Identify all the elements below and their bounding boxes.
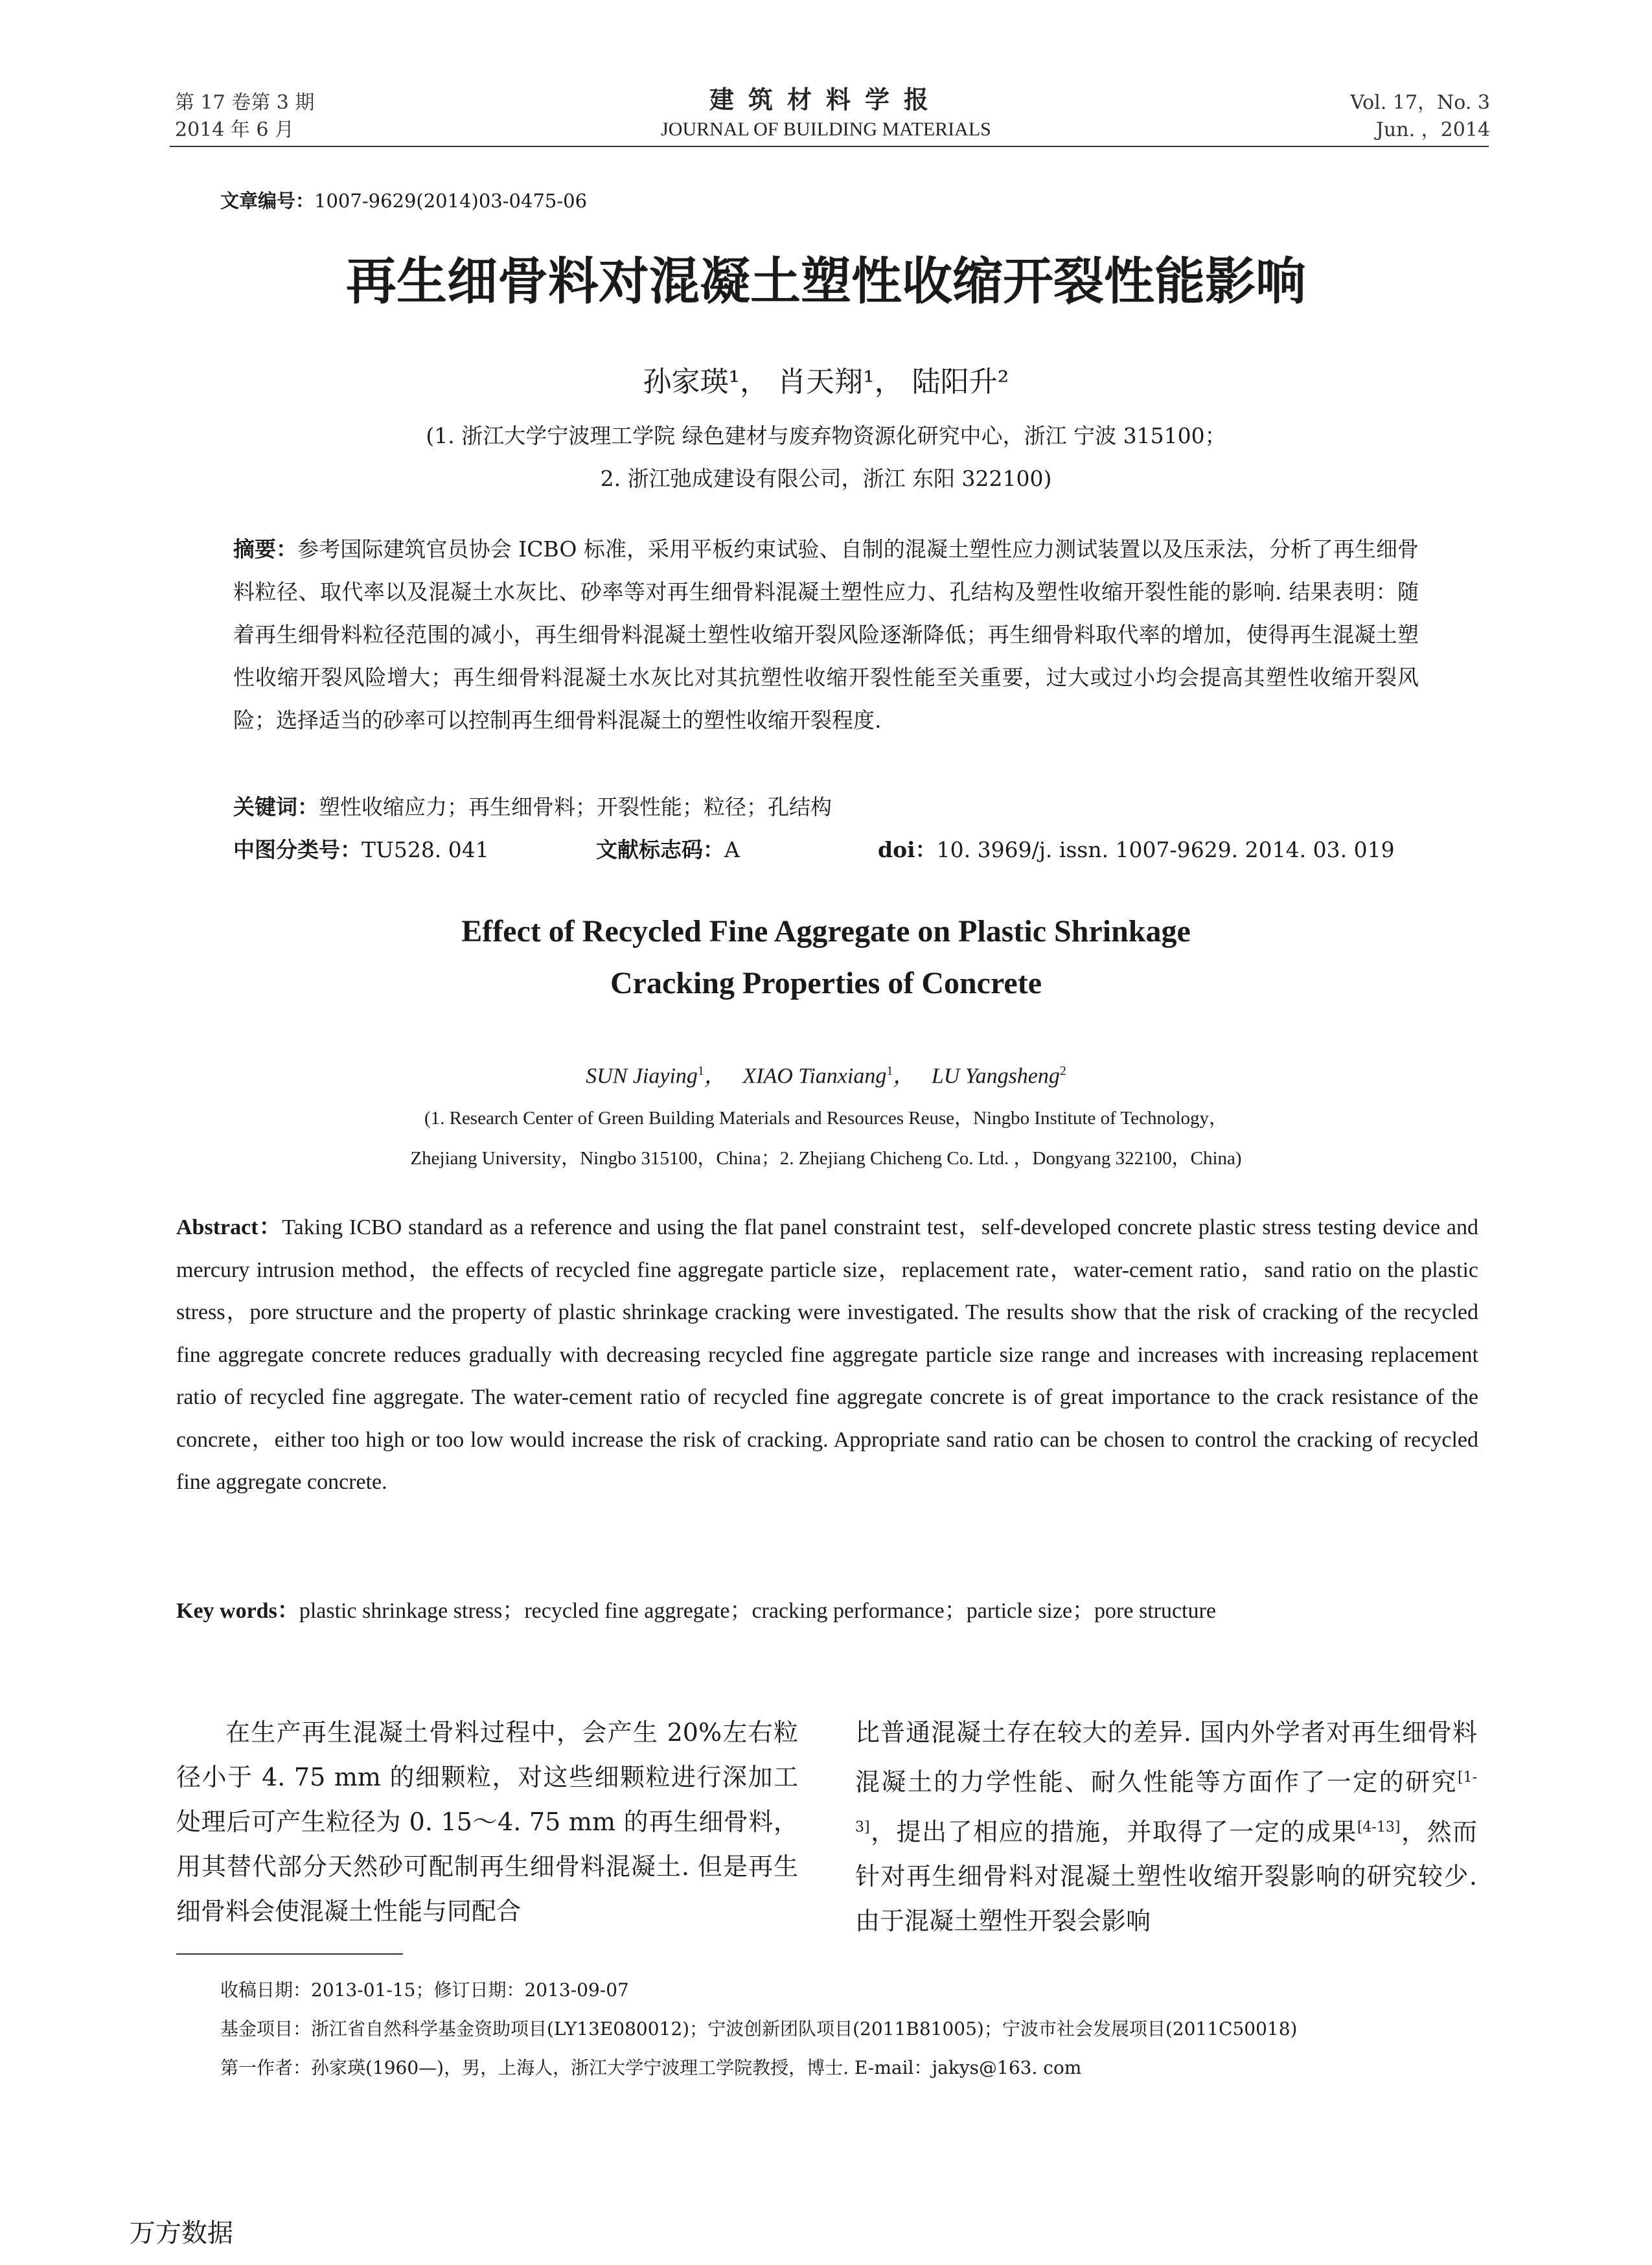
title-en [0, 906, 1652, 1009]
affiliations-cn [0, 415, 1652, 500]
journal-name-en: JOURNAL OF BUILDING MATERIALS [661, 119, 991, 140]
title-en-line: Effect of Recycled Fine Aggregate on Plastic Shrinkage [461, 914, 1191, 949]
keywords-cn-text: 塑性收缩应力；再生细骨料；开裂性能；粒径；孔结构 [319, 794, 832, 820]
title-en-line: Cracking Properties of Concrete [610, 966, 1042, 1000]
article-number-value: 1007-9629(2014)03-0475-06 [314, 190, 588, 212]
abstract-en-text: Taking ICBO standard as a reference and using the flat panel constraint test，self-developed concrete plastic stress testing device and mercury intrusion method，the effects of recycled fine aggregate particle size，replacement rate，water-cement ratio，sand ratio on the plastic stress，pore structure and the property of plastic shrinkage cracking were investigated. The results show that the risk of cracking of the recycled fine aggregate concrete reduces gradually with decreasing recycled fine aggregate particle size range and increases with increasing replacement ratio of recycled fine aggregate. The water-cement ratio of recycled fine aggregate concrete is of great importance to the crack resistance of the concrete，either too high or too low would increase the risk of cracking. Appropriate sand ratio can be chosen to control the cracking of recycled fine aggregate concrete. [176, 1215, 1478, 1494]
keywords-en-text: plastic shrinkage stress；recycled fine aggregate；cracking performance；particle size；pore structure [299, 1599, 1216, 1623]
affiliation-en-line: (1. Research Center of Green Building Materials and Resources Reuse，Ningbo Institute of Technology， [424, 1108, 1228, 1129]
body-text: 比普通混凝土存在较大的差异. 国内外学者对再生细骨料混凝土的力学性能、耐久性能等方面作了一定的研究 [855, 1718, 1477, 1797]
article-number-label: 文章编号： [220, 190, 315, 212]
header-divider [170, 146, 1489, 147]
author-en-affiliation-mark: 2 [1059, 1064, 1066, 1078]
doi [878, 829, 1395, 871]
body-text: ，提出了相应的措施，并取得了一定的成果 [869, 1817, 1357, 1846]
document-code-label: 文献标志码： [596, 837, 724, 862]
journal-name-cn: 建筑材料学报 [709, 85, 943, 114]
clc-value: TU528. 041 [361, 837, 489, 862]
document-code-value: A [724, 837, 740, 862]
abstract-cn [233, 528, 1419, 742]
affiliation-cn-line: 2. 浙江弛成建设有限公司，浙江 东阳 322100) [600, 466, 1052, 491]
author-en: XIAO Tianxiang [742, 1064, 887, 1088]
body-column-left: 在生产再生混凝土骨料过程中，会产生 20%左右粒径小于 4. 75 mm 的细颗粒，对这些细颗粒进行深加工处理后可产生粒径为 0. 15～4. 75 mm 的再生细骨料，用其替代部分天然砂可配制再生细骨料混凝土. 但是再生细骨料会使混凝土性能与同配合 [176, 1718, 798, 1926]
footnote-received-date: 收稿日期：2013-01-15；修订日期：2013-09-07 [220, 1979, 629, 2001]
authors-cn: 孙家瑛¹， 肖天翔¹， 陆阳升² [643, 365, 1009, 398]
author-en: SUN Jiaying [586, 1064, 698, 1088]
keywords-en-label: Key words： [176, 1599, 299, 1623]
affiliation-cn-line: (1. 浙江大学宁波理工学院 绿色建材与废弃物资源化研究中心，浙江 宁波 315100； [426, 423, 1226, 448]
article-number [220, 187, 587, 213]
clc-label: 中图分类号： [233, 837, 361, 862]
header-date: 2014 年 6 月 [175, 119, 295, 141]
abstract-en [176, 1206, 1478, 1504]
body-text: ，然而针对再生细骨料对混凝土塑性收缩开裂影响的研究较少. 由于混凝土塑性开裂会影响 [855, 1817, 1477, 1936]
abstract-en-label: Abstract： [176, 1215, 282, 1239]
authors-en: SUN Jiaying$^1$， XIAO Tianxiang$^1$， LU Yangsheng$^2$ [586, 1064, 1066, 1088]
keywords-cn-label: 关键词： [233, 794, 319, 820]
keywords-cn [233, 786, 1419, 829]
body-column-right [855, 1710, 1477, 1944]
abstract-cn-label: 摘要： [233, 536, 298, 562]
document-code [596, 829, 740, 871]
title-cn: 再生细骨料对混凝土塑性收缩开裂性能影响 [345, 253, 1306, 311]
header-volume-en: Vol. 17，No. 3 [1350, 91, 1490, 114]
header-issue-en [1350, 89, 1490, 144]
citation-ref: [1-3] [855, 1769, 1477, 1835]
author-en-affiliation-mark: 1 [886, 1064, 893, 1078]
doi-value: 10. 3969/j. issn. 1007-9629. 2014. 03. 019 [936, 837, 1395, 862]
keywords-en [176, 1590, 1478, 1633]
watermark: 万方数据 [130, 2218, 233, 2248]
footnote-funding: 基金项目：浙江省自然科学基金资助项目(LY13E080012)；宁波创新团队项目(2011B81005)；宁波市社会发展项目(2011C50018) [220, 2018, 1298, 2040]
header-date-en: Jun. ，2014 [1375, 119, 1490, 141]
affiliation-en-line: Zhejiang University，Ningbo 315100，China；2. Zhejiang Chicheng Co. Ltd. ，Dongyang 322100，China) [410, 1148, 1242, 1169]
header-volume: 第 17 卷第 3 期 [175, 91, 315, 114]
author-en-affiliation-mark: 1 [697, 1064, 704, 1078]
footnote-divider [176, 1953, 403, 1955]
footnote-first-author: 第一作者：孙家瑛(1960—)，男，上海人，浙江大学宁波理工学院教授，博士. E-mail：jakys@163. com [220, 2057, 1082, 2078]
citation-ref: [4-13] [1357, 1819, 1401, 1835]
author-en: LU Yangsheng [931, 1064, 1060, 1088]
affiliations-en [194, 1098, 1458, 1178]
clc-number [233, 829, 489, 871]
abstract-cn-text: 参考国际建筑官员协会 ICBO 标准，采用平板约束试验、自制的混凝土塑性应力测试装置以及压汞法，分析了再生细骨料粒径、取代率以及混凝土水灰比、砂率等对再生细骨料混凝土塑性应力、孔结构及塑性收缩开裂性能的影响. 结果表明：随着再生细骨料粒径范围的减小，再生细骨料混凝土塑性收缩开裂风险逐渐降低；再生细骨料取代率的增加，使得再生混凝土塑性收缩开裂风险增大；再生细骨料混凝土水灰比对其抗塑性收缩开裂性能至关重要，过大或过小均会提高其塑性收缩开裂风险；选择适当的砂率可以控制再生细骨料混凝土的塑性收缩开裂程度. [233, 536, 1419, 733]
doi-label: doi： [878, 837, 937, 862]
